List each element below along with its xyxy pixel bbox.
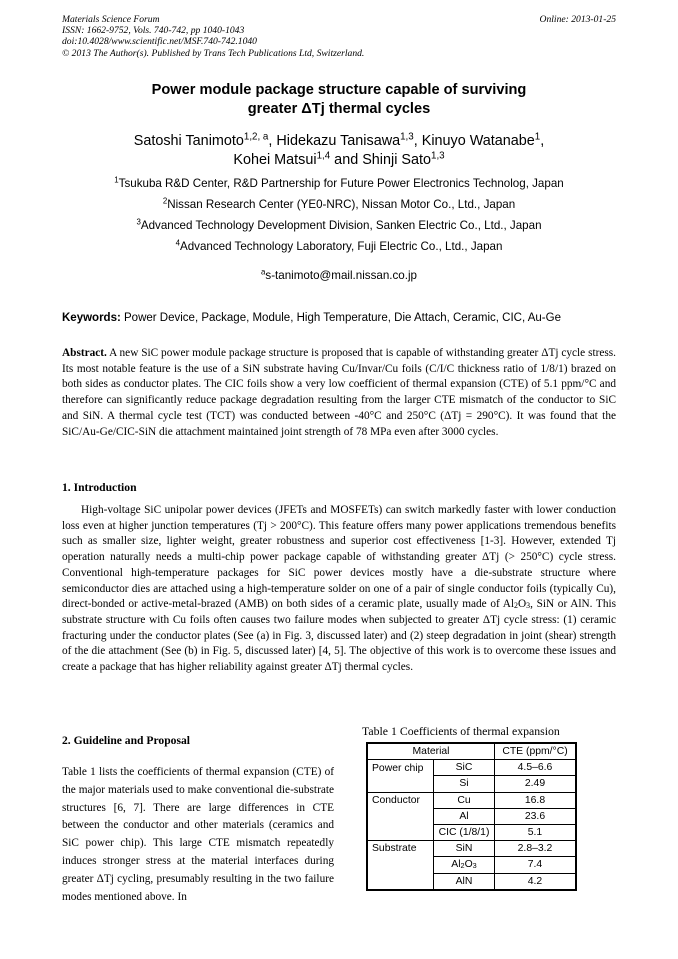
cte-cell: 23.6 — [495, 808, 577, 824]
journal-name: Materials Science Forum — [62, 14, 160, 25]
paper-title — [62, 81, 616, 119]
title-line-2: greater ΔTj thermal cycles — [247, 101, 431, 117]
abstract-label: Abstract. — [62, 347, 107, 359]
section-heading-introduction: 1. Introduction — [62, 481, 137, 494]
cte-cell: 2.49 — [495, 776, 577, 792]
corresponding-email: $^a$s-tanimoto@mail.nissan.co.jp — [261, 267, 417, 282]
material-cell: Al — [434, 808, 495, 824]
author-name: Shinji Sato — [362, 152, 432, 168]
material-cell — [434, 857, 495, 873]
table-row — [367, 857, 576, 873]
author-affil-mark: 1,3 — [431, 150, 445, 162]
group-cell — [367, 857, 434, 873]
keywords — [62, 311, 622, 325]
cte-cell: 4.2 — [495, 873, 577, 890]
group-cell — [367, 873, 434, 890]
author-name: Satoshi Tanimoto — [133, 133, 244, 149]
table-row — [367, 808, 576, 824]
author-affil-mark: 1,2, a — [243, 131, 269, 143]
author-affil-mark: 1 — [534, 131, 541, 143]
cte-cell: 7.4 — [495, 857, 577, 873]
header-cte: CTE (ppm/°C) — [495, 743, 577, 760]
table-row — [367, 776, 576, 792]
doi-line: doi:10.4028/www.scientific.net/MSF.740-742.1040 — [62, 36, 257, 48]
affiliation: $^4$Advanced Technology Laboratory, Fuji Electric Co., Ltd., Japan — [175, 238, 503, 253]
cte-table — [366, 742, 577, 891]
guideline-text: Table 1 lists the coefficients of thermal expansion (CTE) of the major materials used to make conventional die-substrate structures [6, 7]. There are large differences in CTE between the conductor and other materials (ceramics and SiC power chip). This large CTE mismatch repeatedly induces stronger stress at the material interfaces during greater ΔTj cycling, presumably resulting in the two failure modes mentioned above. In — [62, 766, 334, 903]
material-al2o3: $Al_2O_3$ — [451, 859, 477, 871]
author-name: Kohei Matsui — [233, 152, 317, 168]
keywords-label: Keywords: — [62, 312, 121, 324]
section-heading-guideline: 2. Guideline and Proposal — [62, 734, 190, 747]
abstract — [62, 346, 616, 440]
title-line-1: Power module package structure capable of surviving — [151, 82, 527, 98]
introduction-text: High-voltage SiC unipolar power devices (JFETs and MOSFETs) can switch markedly faster with lower conduction loss even at higher junction temperatures (Tj > 200°C). This feature offers many power applications tremendous benefits such as smaller size, lighter weight, greater robustness and superior cost effectiveness [1-3]. However, extended Tj operation naturally needs a multi-chip power package capable of withstanding greater ΔTj (> 250°C) cycle stress. Conventional high-temperature packages for SiC power devices mostly have a die-substrate structure where semiconductor dies are attached using a high-temperature solder on one of a pair of single conductor foils (typically Cu), direct-bonded or active-metal-brazed (AMB) on both sides of a ceramic plate, usually made of $Al_2O_3$, SiN or AlN. This substrate structure with Cu foils often causes two failure modes when subjected to greater ΔTj cycle stress: (1) ceramic fracturing under the conductor plates (See (a) in Fig. 3, discussed later) and (2) steep degradation in joint (shear) strength of the die attachment (See (b) in Fig. 5, discussed later) [4, 5]. The objective of this work is to overcome these issues and create a package that has higher reliability against greater ΔTj thermal cycles. — [62, 504, 617, 674]
table-row — [367, 873, 576, 890]
material-cell: SiN — [434, 841, 495, 857]
copyright-line: © 2013 The Author(s). Published by Trans Tech Publications Ltd, Switzerland. — [62, 47, 365, 59]
group-cell — [367, 824, 434, 840]
header-material: Material — [367, 743, 495, 760]
group-cell: Power chip — [367, 760, 434, 776]
table-row — [367, 760, 576, 776]
abstract-text: A new SiC power module package structure is proposed that is capable of withstanding greater ΔTj cycle stress. Its most notable feature is the use of a SiN substrate having Cu/Invar/Cu foils (C/I/C thickness ratio of 1/8/1) brazed on both sides as conductor plates. The CIC foils show a very low coefficient of thermal expansion (CTE) of 5.1 ppm/°C and therefore can significantly reduce package degradation resulting from the larger CTE mismatch of the conductor to SiC and SiN. A thermal cycle test (TCT) was conducted between -40°C and 250°C (ΔTj = 290°C). It was found that the SiC/Au-Ge/CIC-SiN die attachment maintained joint strength of 78 MPa even after 3000 cycles. — [62, 347, 616, 438]
material-cell: Si — [434, 776, 495, 792]
material-cell: CIC (1/8/1) — [434, 824, 495, 840]
material-cell: Cu — [434, 792, 495, 808]
affiliation: $^1$Tsukuba R&D Center, R&D Partnership for Future Power Electronics Technolog, Japan — [114, 175, 564, 190]
author-affil-mark: 1,4 — [316, 150, 331, 162]
issn-line: ISSN: 1662-9752, Vols. 740-742, pp 1040-1043 — [62, 25, 245, 37]
author-name: Kinuyo Watanabe — [421, 133, 535, 149]
cte-cell: 2.8–3.2 — [495, 841, 577, 857]
table-row — [367, 824, 576, 840]
table-row — [367, 841, 576, 857]
group-cell: Conductor — [367, 792, 434, 808]
cte-cell: 4.5–6.6 — [495, 760, 577, 776]
author-affil-mark: 1,3 — [400, 131, 414, 143]
keywords-text: Power Device, Package, Module, High Temperature, Die Attach, Ceramic, CIC, Au-Ge — [124, 312, 561, 324]
affiliation: $^3$Advanced Technology Development Division, Sanken Electric Co., Ltd., Japan — [136, 217, 542, 232]
cte-cell: 16.8 — [495, 792, 577, 808]
journal-header — [62, 14, 364, 59]
group-cell — [367, 776, 434, 792]
group-cell — [367, 808, 434, 824]
table-caption: Table 1 Coefficients of thermal expansion — [362, 724, 560, 738]
online-date: Online: 2013-01-25 — [539, 14, 616, 25]
author-name: Hidekazu Tanisawa — [276, 133, 401, 149]
material-cell: AlN — [434, 873, 495, 890]
table-row — [367, 792, 576, 808]
group-cell: Substrate — [367, 841, 434, 857]
affiliation: $^2$Nissan Research Center (YE0-NRC), Nissan Motor Co., Ltd., Japan — [162, 196, 516, 211]
table-header-row — [367, 743, 576, 760]
author-list: Satoshi Tanimoto$^{1,2, a}$, Hidekazu Tanisawa$^{1,3}$, Kinuyo Watanabe$^1$, Kohei Matsui$^{1,4}$ and Shinji Sato$^{1,3}$ — [133, 131, 545, 168]
material-cell: SiC — [434, 760, 495, 776]
cte-cell: 5.1 — [495, 824, 577, 840]
